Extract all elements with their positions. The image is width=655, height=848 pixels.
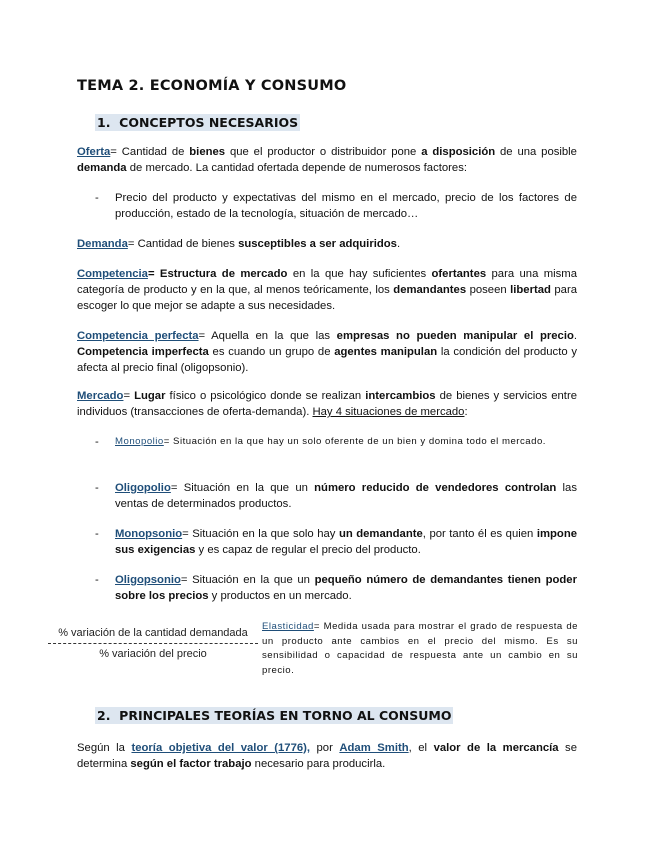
list-item — [95, 190, 577, 222]
section-number: 1. — [97, 115, 111, 130]
text: = Cantidad de — [110, 146, 190, 158]
bold-text: intercambios — [365, 390, 436, 402]
text: se determina — [77, 742, 577, 770]
paragraph-oferta — [77, 144, 577, 176]
bullet-dash: - — [95, 574, 99, 586]
bold-text: Lugar — [134, 390, 166, 402]
text: = Situación en la que solo hay — [182, 528, 339, 540]
bold-text: bienes — [189, 146, 226, 158]
text: . — [396, 238, 401, 250]
paragraph-competencia-perfecta — [77, 328, 577, 376]
paragraph-demanda — [77, 236, 577, 252]
term-link-monopolio[interactable]: Monopolio — [115, 436, 164, 447]
text: que el productor o distribuidor pone — [225, 146, 422, 158]
bold-text: agentes manipulan — [334, 346, 438, 358]
text: las ventas de determinados productos. — [115, 482, 577, 510]
formula-denominator: % variación del precio — [99, 648, 207, 660]
text: = Situación en la que un — [170, 482, 315, 494]
list-item-monopsonio — [95, 526, 577, 558]
bold-text: susceptibles a ser adquiridos — [238, 238, 397, 250]
section-heading-1 — [95, 114, 300, 131]
text: = — [123, 390, 135, 402]
bold-text: Competencia imperfecta — [77, 346, 209, 358]
term-link-mercado[interactable]: Mercado — [77, 390, 124, 402]
bold-text: valor de la mercancía — [433, 742, 559, 754]
bold-text: un demandante — [338, 528, 423, 540]
term-link-monopsonio[interactable]: Monopsonio — [115, 528, 183, 540]
bold-text: demanda — [77, 162, 127, 174]
bold-text: a disposición — [421, 146, 496, 158]
bullet-text: Precio del producto y expectativas del mismo en el mercado, precio de los factores de producción, estado de la tecnología, situación de mercado… — [115, 192, 577, 220]
term-link-competencia-perfecta[interactable]: Competencia perfecta — [77, 330, 199, 342]
bold-text: = Estructura de mercado — [147, 268, 288, 280]
term-link-oferta[interactable]: Oferta — [77, 146, 111, 158]
term-link-elasticidad[interactable]: Elasticidad — [262, 621, 314, 632]
bullet-text — [115, 480, 577, 512]
bullet-dash: - — [95, 192, 99, 204]
text: , por tanto él es quien — [422, 528, 537, 540]
term-link-oligopolio[interactable]: Oligopolio — [115, 482, 171, 494]
link-adam-smith[interactable]: Adam Smith — [339, 742, 409, 754]
list-item-oligopsonio — [95, 572, 577, 604]
text: de mercado. La cantidad ofertada depende de numerosos factores: — [126, 162, 467, 174]
bold-text: impone sus exigencias — [115, 528, 577, 556]
bold-text: número reducido de vendedores controlan — [314, 482, 557, 494]
list-item-oligopolio — [95, 480, 577, 512]
text: para una misma categoría de producto y en la que, al menos teóricamente, los — [77, 268, 577, 296]
text: por — [310, 742, 340, 754]
bullet-text — [115, 526, 577, 558]
text: = Cantidad de bienes — [127, 238, 239, 250]
paragraph-elasticidad — [262, 620, 578, 678]
text: de una posible — [495, 146, 577, 158]
bullet-dash: - — [95, 482, 99, 494]
paragraph-competencia — [77, 266, 577, 314]
text: de bienes y servicios entre individuos (transacciones de oferta-demanda). — [77, 390, 577, 418]
bold-text: ofertantes — [431, 268, 487, 280]
bold-text: empresas no pueden manipular el precio — [336, 330, 574, 342]
text: poseen — [466, 284, 511, 296]
text: = Aquella en la que las — [198, 330, 337, 342]
text: es cuando un grupo de — [208, 346, 335, 358]
text: . — [573, 330, 578, 342]
section-number: 2. — [97, 708, 111, 723]
text: físico o psicológico donde se realizan — [165, 390, 366, 402]
section-label: PRINCIPALES TEORÍAS EN TORNO AL CONSUMO — [119, 708, 452, 723]
elasticity-formula — [48, 627, 258, 660]
text: Según la — [77, 742, 132, 754]
bullet-dash: - — [95, 528, 99, 540]
section-heading-2 — [95, 707, 453, 724]
bold-text: según el factor trabajo — [130, 758, 252, 770]
page-title: TEMA 2. ECONOMÍA Y CONSUMO — [77, 78, 347, 94]
text: y es capaz de regular el precio del producto. — [195, 544, 421, 556]
text: necesario para producirla. — [251, 758, 386, 770]
term-link-competencia[interactable]: Competencia — [77, 268, 148, 280]
bullet-dash: - — [95, 436, 99, 448]
list-item-monopolio — [95, 434, 577, 449]
paragraph-teoria — [77, 740, 577, 772]
link-teoria-objetiva[interactable]: teoría objetiva del valor (1776), — [131, 742, 311, 754]
fraction-line — [48, 643, 258, 644]
term-link-oligopsonio[interactable]: Oligopsonio — [115, 574, 181, 586]
bullet-text — [115, 434, 577, 449]
bold-text: demandantes — [393, 284, 467, 296]
text: = Medida usada para mostrar el grado de respuesta de un producto ante cambios en el precio del mismo. Es su sensibilidad o capacidad de respuesta ante un cambio en su precio. — [262, 621, 578, 676]
bold-text: pequeño número de demandantes tienen poder sobre los precios — [115, 574, 577, 602]
text: en la que hay suficientes — [287, 268, 432, 280]
bold-text: libertad — [510, 284, 551, 296]
underlined-text: Hay 4 situaciones de mercado — [312, 406, 465, 418]
section-label: CONCEPTOS NECESARIOS — [119, 115, 299, 130]
text: y productos en un mercado. — [208, 590, 352, 602]
paragraph-mercado — [77, 388, 577, 420]
text: = Situación en la que hay un solo oferente de un bien y domina todo el mercado. — [163, 436, 546, 447]
text: , el — [408, 742, 434, 754]
text: = Situación en la que un — [180, 574, 315, 586]
formula-numerator: % variación de la cantidad demandada — [58, 627, 248, 639]
term-link-demanda[interactable]: Demanda — [77, 238, 128, 250]
bullet-text — [115, 572, 577, 604]
text: la condición del producto y afecta al precio final (oligopsonio). — [77, 346, 578, 374]
text: para escoger lo que mejor se adapte a sus necesidades. — [77, 284, 578, 312]
text: : — [464, 406, 468, 418]
